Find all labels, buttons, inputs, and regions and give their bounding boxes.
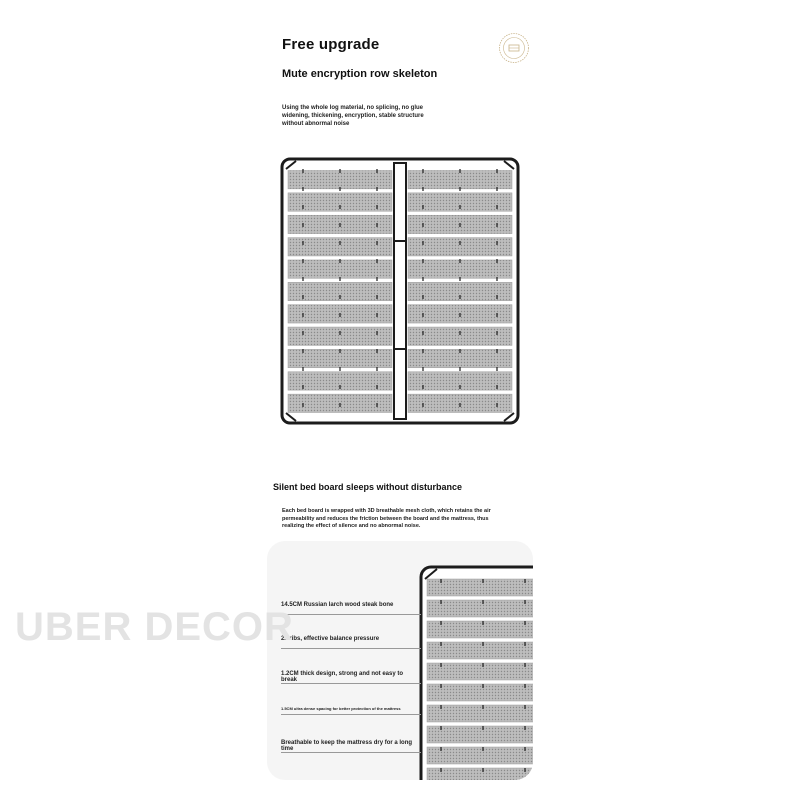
header-description: Using the whole log material, no splicing, no glue widening, thickening, encryption, stable structure without abnormal noise (282, 105, 424, 127)
slat (408, 327, 512, 345)
slat (427, 747, 533, 764)
feature-divider (281, 683, 421, 684)
slat (427, 663, 533, 680)
slat-bed-frame-illustration (280, 157, 520, 425)
feature-divider (281, 614, 421, 615)
slat (427, 768, 533, 780)
feature-divider (281, 714, 421, 715)
feature-item (281, 740, 417, 752)
feature-item (281, 671, 417, 683)
feature-panel (267, 541, 533, 780)
feature-label: 22 ribs, effective balance pressure (281, 636, 380, 642)
slat (427, 642, 533, 659)
center-beam (394, 163, 406, 419)
slat (427, 621, 533, 638)
slat (427, 579, 533, 596)
feature-label: 1.2CM thick design, strong and not easy to break (281, 671, 404, 683)
section-heading: Silent bed board sleeps without disturbance (273, 482, 463, 492)
slat (427, 600, 533, 617)
slat (408, 238, 512, 256)
feature-divider (281, 752, 421, 753)
feature-divider (281, 648, 421, 649)
slat (288, 327, 392, 345)
slat-bed-frame-closeup (419, 565, 533, 780)
section-description: Each bed board is wrapped with 3D breathable mesh cloth, which retains the air permeability and reduces the friction between the board and the mattress, thus realizing the effect of silence and no abnormal noise. (282, 508, 491, 529)
feature-label: 1.5CM ultra dense spacing for better protection of the mattress (281, 706, 401, 711)
slat (427, 705, 533, 722)
feature-item (281, 602, 417, 608)
quality-seal-icon (498, 32, 530, 64)
feature-label: 14.5CM Russian larch wood steak bone (281, 602, 394, 608)
slat (427, 684, 533, 701)
page-title: Free upgrade (282, 36, 380, 53)
brand-watermark: UBER DECOR (15, 605, 294, 649)
feature-label: Breathable to keep the mattress dry for a long time (281, 740, 413, 752)
feature-item (281, 636, 417, 642)
slat (288, 238, 392, 256)
slat (427, 726, 533, 743)
page-subtitle: Mute encryption row skeleton (282, 68, 438, 80)
slat (288, 171, 392, 189)
feature-item (281, 706, 417, 711)
slat (408, 171, 512, 189)
